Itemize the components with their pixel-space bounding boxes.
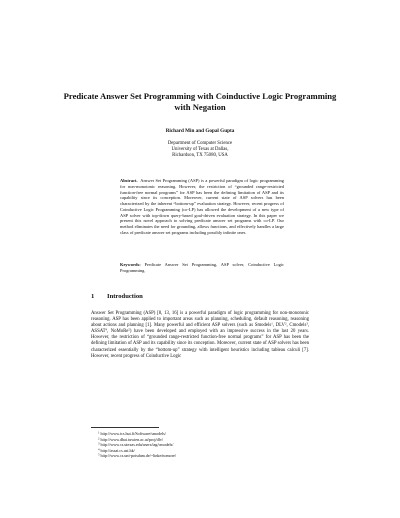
keywords-text: Predicate Answer Set Programming, ASP solver, Coinductive Logic Programming. bbox=[120, 262, 284, 273]
footnote-ref-5: 5 bbox=[128, 327, 130, 332]
affiliation-dept: Department of Computer Science bbox=[167, 141, 233, 146]
section-number: 1 bbox=[91, 293, 95, 300]
footnote-number: 5 bbox=[98, 452, 100, 457]
keywords bbox=[120, 262, 284, 274]
intro-paragraph bbox=[91, 311, 309, 360]
affiliation-univ: University of Texas at Dallas, bbox=[171, 147, 229, 153]
footnote-ref-2: 2 bbox=[284, 321, 287, 326]
footnote-url: http://www.cs.utexas.edu/users/tag/cmodels/ bbox=[100, 442, 174, 447]
footnote-number: 1 bbox=[98, 430, 100, 435]
affiliation-city: Richardson, TX 75080, USA bbox=[172, 153, 228, 159]
affiliation bbox=[60, 141, 340, 160]
abstract-text: Answer Set Programming (ASP) is a powerful paradigm of logic programming for non-monotonic reasoning. However, the restriction of “grounded range-restricted function-free normal programs” for ASP has been the defining limitation of ASP and its capability since its conception. Moreover, current state of ASP solvers has been characterized by the inherent “bottom-up” evaluation strategy. However, recent progress of Coinductive Logic Programming (co-LP) has allowed the development of a new type of ASP solver with top-down query-based goal-driven evaluation strategy. In this paper we present this novel approach to solving predicate answer set programs with co-LP. Our method eliminates the need for grounding, allows functions, and effectively handles a large class of predicate answer set programs including possibly infinite ones. bbox=[120, 178, 284, 235]
footnote-ref-3: 3 bbox=[306, 321, 308, 326]
intro-text-6: ) have been developed and employed with an impressive success in the last 20 years. However, the restriction of “grounded range-restricted function-free normal programs” for ASP has been the defining limitation of ASP and its capability since its conception. Moreover, current state of ASP solvers has been characterized essentially by the “bottom-up” strategy with intelligent heuristics including tableau calculi [7]. However, recent progress of Coinductive Logic bbox=[91, 329, 309, 359]
footnote-ref-1: 1 bbox=[271, 321, 273, 326]
footnotes bbox=[98, 431, 176, 459]
intro-text-4: , ASSAT bbox=[91, 323, 310, 335]
footnote-url: http://www.dbai.tuwien.ac.at/proj/dlv/ bbox=[100, 436, 164, 442]
paper-title: Predicate Answer Set Programming with Coinductive Logic Programming with Negation bbox=[63, 91, 337, 112]
footnote-url: http://www.tcs.hut.fi/Software/smodels/ bbox=[100, 431, 166, 436]
footnote-url: http://www.cs.uni-potsdam.de/~linke/nomore/ bbox=[100, 453, 177, 458]
abstract-label: Abstract. bbox=[120, 178, 138, 183]
section-title: Introduction bbox=[107, 293, 143, 300]
footnote-number: 2 bbox=[98, 436, 100, 441]
intro-text-1: Answer Set Programming (ASP) [8, 13, 16] is a powerful paradigm of logic programming for non-monotonic reasoning. ASP has been applied to important areas such as planning, scheduling, default reasoning, reasoning about actions and planning [1]. Many powerful and efficient ASP solvers (such as Smodels bbox=[91, 311, 309, 329]
footnote-ref-4: 4 bbox=[105, 327, 108, 332]
footnote-item bbox=[98, 453, 176, 459]
footnote-divider bbox=[91, 427, 159, 428]
keywords-label: Keywords: bbox=[120, 262, 141, 267]
intro-text-3: , Cmodels bbox=[286, 323, 307, 329]
intro-text-5: , NoMoRe bbox=[107, 329, 129, 335]
abstract bbox=[120, 178, 284, 236]
footnote-number: 4 bbox=[98, 447, 100, 452]
footnote-url: http://assat.cs.ust.hk/ bbox=[100, 447, 135, 453]
footnote-number: 3 bbox=[98, 441, 100, 446]
intro-text-2: , DLV bbox=[272, 323, 285, 329]
paper-authors: Richard Min and Gopal Gupta bbox=[165, 128, 235, 134]
section-heading bbox=[91, 293, 143, 301]
